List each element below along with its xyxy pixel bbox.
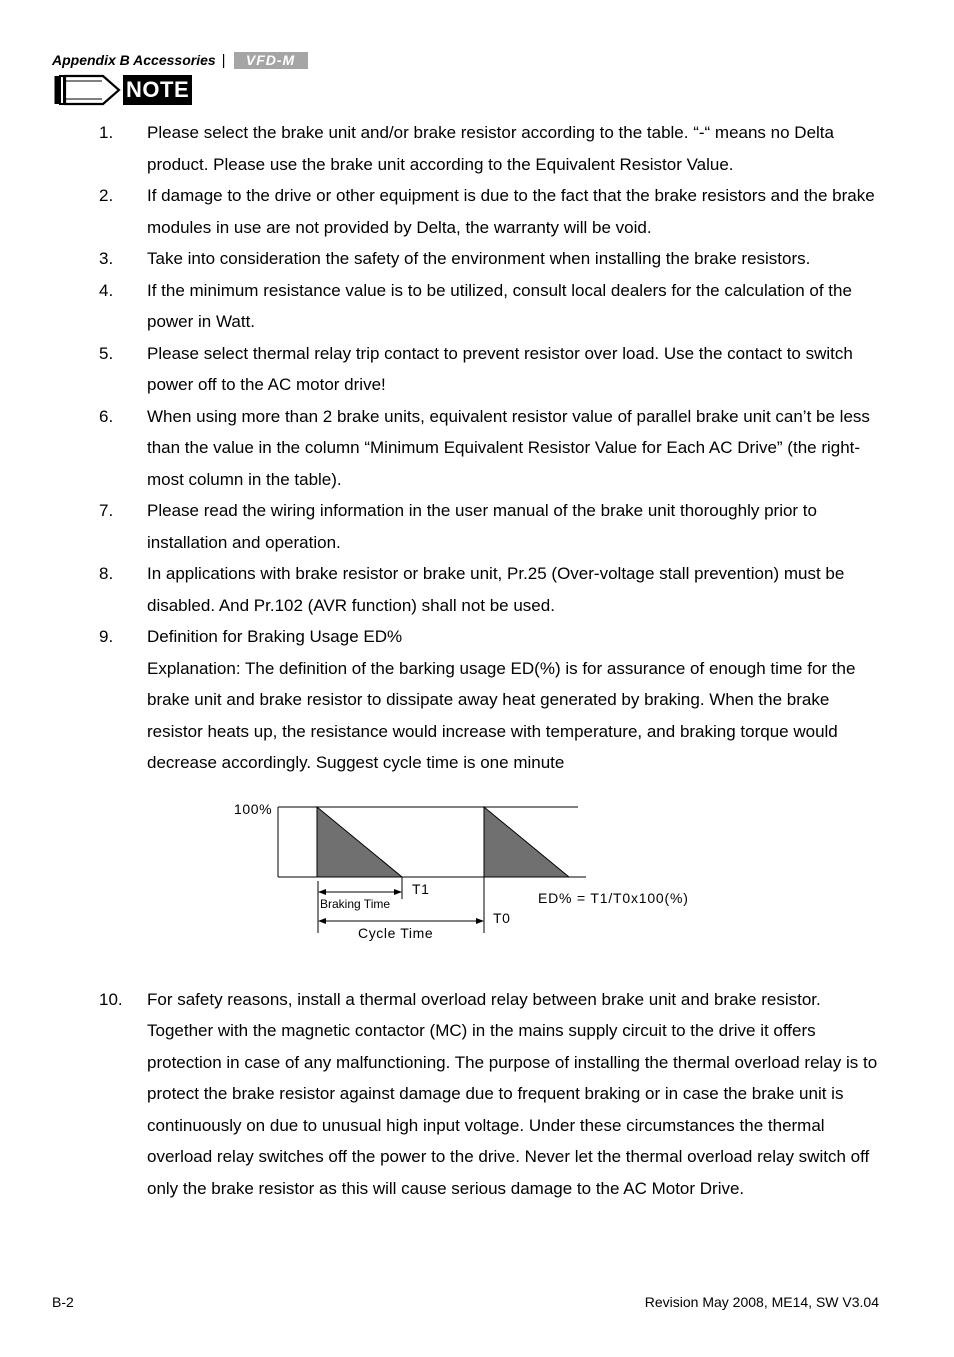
page-number: B-2 xyxy=(52,1294,74,1310)
item-text: Take into consideration the safety of the environment when installing the brake resistors. xyxy=(147,249,811,268)
item-number: 4. xyxy=(99,280,114,300)
item-text: If damage to the drive or other equipment is due to the fact that the brake resistors and the brake modules in use are not provided by Delta, the warranty will be void. xyxy=(147,186,875,237)
product-logo: VFD-M xyxy=(234,52,308,69)
note-label: NOTE xyxy=(123,75,192,105)
note-item-10 xyxy=(0,984,882,1205)
item-number: 9. xyxy=(99,627,114,646)
item-text: If the minimum resistance value is to be utilized, consult local dealers for the calculation of the power in Watt. xyxy=(147,280,852,331)
item-number: 3. xyxy=(99,249,114,268)
t0-label: T0 xyxy=(493,909,511,926)
item-text: When using more than 2 brake units, equivalent resistor value of parallel brake unit can’t be less than the value in the column “Minimum Equivalent Resistor Value for Each AC Drive” (the right-most column in the table). xyxy=(147,406,870,489)
page-header xyxy=(52,50,308,70)
item-text: For safety reasons, install a thermal overload relay between brake unit and brake resistor. Together with the magnetic contactor (MC) in the mains supply circuit to the drive it offers protection in case of any malfunctioning. The purpose of installing the thermal overload relay is to protect the brake resistor against damage due to frequent braking or in case the brake unit is continuously on due to unusual high input voltage. Under these circumstances the thermal overload relay switches off the power to the drive. Never let the thermal overload relay switch off only the brake resistor as this will cause serious damage to the AC Motor Drive. xyxy=(147,989,878,1198)
braking-pulse-1 xyxy=(317,807,402,877)
note-item xyxy=(0,117,882,180)
arrowhead xyxy=(318,918,326,924)
braking-pulse-2 xyxy=(484,807,569,877)
item-explanation: Explanation: The definition of the barking usage ED(%) is for assurance of enough time for the brake unit and brake resistor to dissipate away heat generated by braking. When the brake resistor heats up, the resistance would increase with temperature, and braking torque would decrease accordingly. Suggest cycle time is one minute xyxy=(147,658,856,772)
arrowhead xyxy=(318,889,326,895)
item-text: In applications with brake resistor or brake unit, Pr.25 (Over-voltage stall prevention) must be disabled. And Pr.102 (AVR function) shall not be used. xyxy=(147,564,845,615)
note-item xyxy=(0,338,882,401)
revision-info: Revision May 2008, ME14, SW V3.04 xyxy=(644,1294,879,1310)
note-item-9 xyxy=(0,621,882,779)
note-item xyxy=(0,558,882,621)
item-text: Please select thermal relay trip contact to prevent resistor over load. Use the contact to switch power off to the AC motor drive! xyxy=(147,343,853,394)
item-number: 2. xyxy=(99,186,114,205)
arrowhead xyxy=(394,889,402,895)
note-item xyxy=(0,495,882,558)
arrowhead xyxy=(476,918,484,924)
braking-usage-diagram xyxy=(0,779,954,984)
cycle-time-label: Cycle Time xyxy=(358,924,434,941)
item-number: 1. xyxy=(99,123,114,142)
note-arrow-icon xyxy=(53,74,123,106)
item-number: 5. xyxy=(99,343,114,363)
ed-formula: ED% = T1/T0x100(%) xyxy=(538,889,689,906)
item-number: 8. xyxy=(99,564,114,583)
note-badge xyxy=(53,74,192,106)
note-item xyxy=(0,243,882,275)
item-number: 10. xyxy=(99,989,123,1009)
note-list xyxy=(0,117,954,1204)
item-number: 6. xyxy=(99,406,114,426)
note-item xyxy=(0,180,882,243)
item-number: 7. xyxy=(99,501,114,520)
ed-diagram-svg xyxy=(220,797,720,947)
level-label: 100% xyxy=(234,800,273,817)
item-title: Definition for Braking Usage ED% xyxy=(147,627,403,646)
item-text: Please read the wiring information in the user manual of the brake unit thoroughly prior to installation and operation. xyxy=(147,501,817,552)
header-separator: | xyxy=(221,51,226,69)
item-text: Please select the brake unit and/or brake resistor according to the table. “-“ means no Delta product. Please use the brake unit according to the Equivalent Resistor Value. xyxy=(147,123,834,174)
t1-label: T1 xyxy=(412,880,430,897)
braking-time-label: Braking Time xyxy=(320,896,391,911)
note-item xyxy=(0,275,882,338)
note-item xyxy=(0,401,882,496)
header-title: Appendix B Accessories xyxy=(52,52,216,68)
